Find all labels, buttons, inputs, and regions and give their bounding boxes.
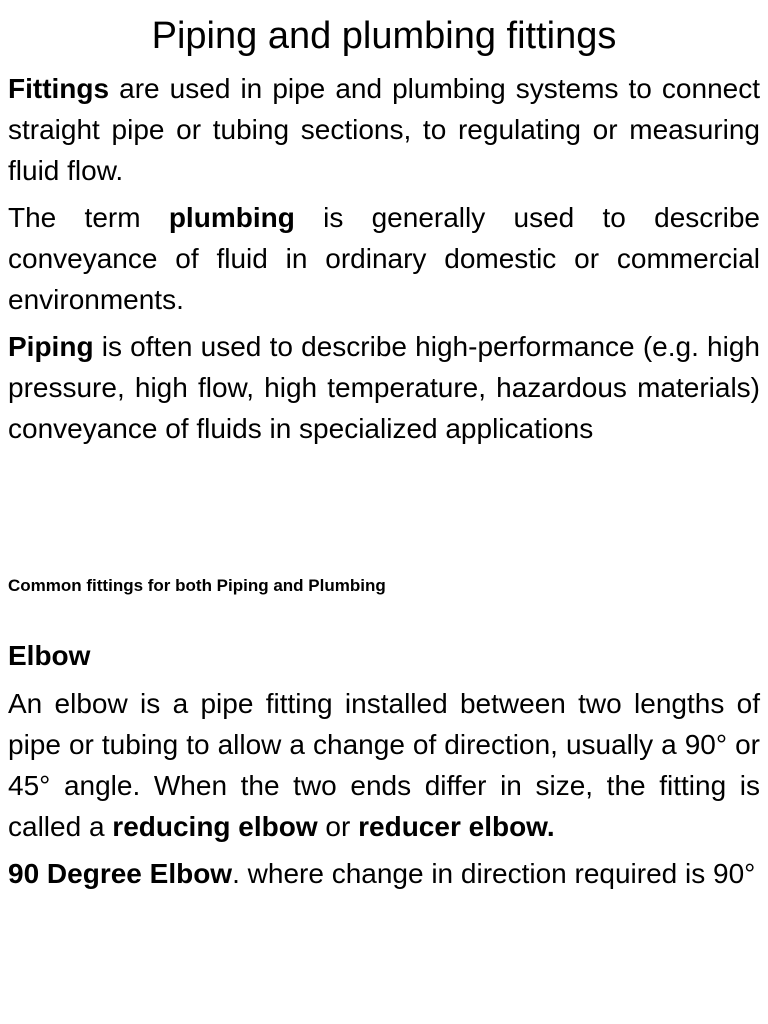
plumbing-prefix: The term xyxy=(8,202,169,233)
fittings-paragraph xyxy=(8,68,760,191)
fittings-text: are used in pipe and plumbing systems to connect straight pipe or tubing sections, to regulating or measuring fluid flow. xyxy=(8,73,760,186)
plumbing-term: plumbing xyxy=(168,202,295,233)
ninety-degree-text: . where change in direction required is 90° xyxy=(232,858,756,889)
reducing-elbow-term: reducing elbow xyxy=(112,811,318,842)
elbow-heading: Elbow xyxy=(8,640,91,671)
elbow-paragraph xyxy=(8,683,760,847)
elbow-or: or xyxy=(317,811,359,842)
piping-paragraph xyxy=(8,326,760,449)
elbow-text: An elbow is a pipe fitting installed between two lengths of pipe or tubing to allow a change of direction, usually a 90° or 45° angle. When the two ends differ in size, the fitting is called a xyxy=(8,688,760,842)
plumbing-text: is generally used to describe conveyance of fluid in ordinary domestic or commercial environments. xyxy=(8,202,760,315)
ninety-degree-paragraph xyxy=(8,853,760,894)
blank-space xyxy=(8,455,760,575)
common-fittings-heading: Common fittings for both Piping and Plumbing xyxy=(8,576,386,595)
piping-term: Piping xyxy=(8,331,94,362)
ninety-degree-term: 90 Degree Elbow xyxy=(8,858,233,889)
page-title: Piping and plumbing fittings xyxy=(151,15,617,57)
piping-text: is often used to describe high-performance (e.g. high pressure, high flow, high temperature, hazardous materials) conveyance of fluids in specialized applications xyxy=(8,331,760,444)
reducer-elbow-term: reducer elbow. xyxy=(358,811,555,842)
plumbing-paragraph xyxy=(8,197,760,320)
fittings-term: Fittings xyxy=(8,73,110,104)
document-page xyxy=(8,0,760,900)
